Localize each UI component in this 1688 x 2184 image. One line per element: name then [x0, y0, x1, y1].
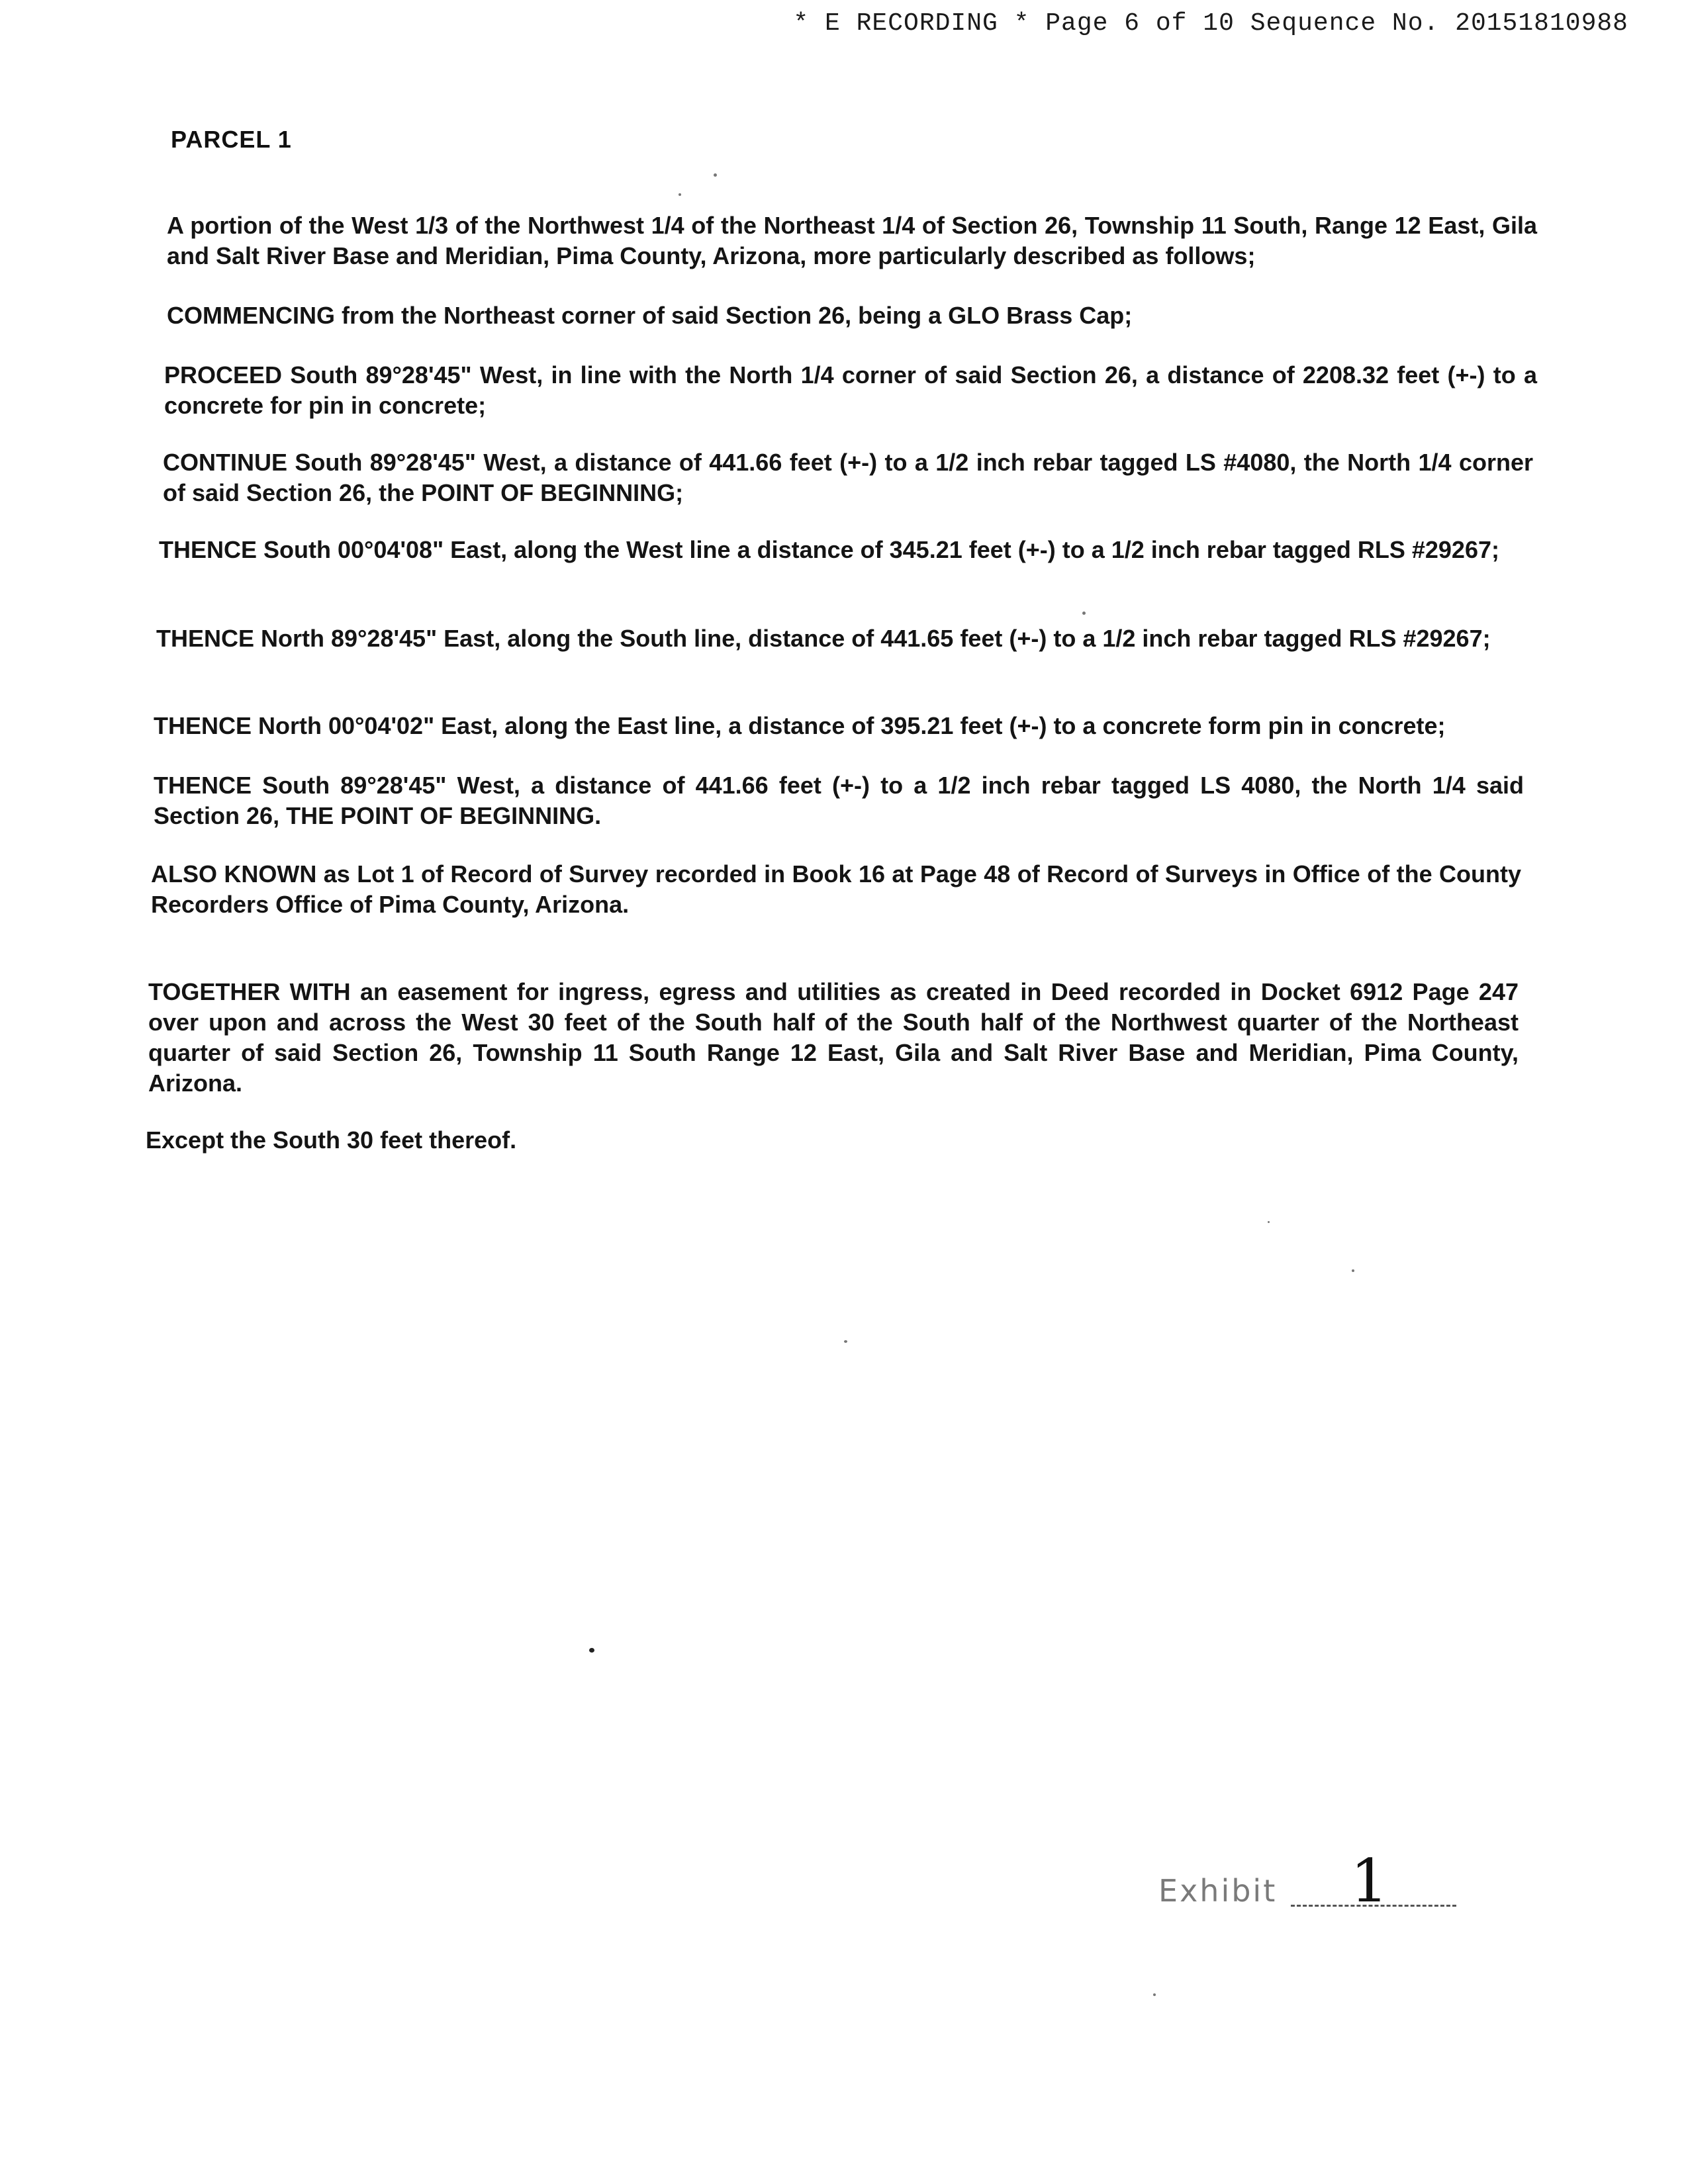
paragraph-thence-north-east-line: THENCE North 00°04'02" East, along the East line, a distance of 395.21 feet (+-) to a concrete form pin in concrete; — [154, 712, 1446, 739]
paragraph-continue: CONTINUE South 89°28'45" West, a distance of 441.66 feet (+-) to a 1/2 inch rebar tagged LS #4080, the North 1/4 corner of said Section 26, the POINT OF BEGINNING; — [163, 449, 1533, 506]
paragraph-proceed: PROCEED South 89°28'45" West, in line with the North 1/4 corner of said Section 26, a distance of 2208.32 feet (+-) to a concrete for pin in concrete; — [164, 361, 1537, 419]
scan-speck — [1082, 612, 1086, 615]
scan-speck — [844, 1340, 847, 1343]
scan-speck — [1153, 1993, 1156, 1996]
scan-speck — [714, 173, 717, 177]
recording-header: * E RECORDING * Page 6 of 10 Sequence No. 20151810988 — [793, 9, 1628, 38]
parcel-title: PARCEL 1 — [171, 126, 292, 153]
scan-speck — [1268, 1221, 1270, 1223]
paragraph-together-with: TOGETHER WITH an easement for ingress, egress and utilities as created in Deed recorded in Docket 6912 Page 247 over upon and across the West 30 feet of the South half of the South half of the Northwest quarter of the Northeast quarter of said Section 26, Township 11 South Range 12 East, Gila and Salt River Base and Meridian, Pima County, Arizona. — [148, 978, 1519, 1097]
scan-speck — [1352, 1269, 1354, 1272]
scan-speck — [589, 1648, 594, 1653]
paragraph-thence-south-west: THENCE South 89°28'45" West, a distance of 441.66 feet (+-) to a 1/2 inch rebar tagged LS 4080, the North 1/4 said Section 26, THE POINT OF BEGINNING. — [154, 772, 1524, 829]
paragraph-except: Except the South 30 feet thereof. — [146, 1126, 517, 1154]
scan-speck — [679, 193, 681, 196]
exhibit-number: 1 — [1350, 1846, 1389, 1916]
paragraph-thence-south-west-line: THENCE South 00°04'08" East, along the West line a distance of 345.21 feet (+-) to a 1/2 inch rebar tagged RLS #29267; — [159, 536, 1499, 563]
paragraph-commencing: COMMENCING from the Northeast corner of said Section 26, being a GLO Brass Cap; — [167, 302, 1133, 329]
paragraph-portion: A portion of the West 1/3 of the Northwest 1/4 of the Northeast 1/4 of Section 26, Township 11 South, Range 12 East, Gila and Salt River Base and Meridian, Pima County, Arizona, more particularly described as follows; — [167, 212, 1537, 269]
exhibit-label: Exhibit — [1158, 1873, 1278, 1909]
paragraph-also-known: ALSO KNOWN as Lot 1 of Record of Survey recorded in Book 16 at Page 48 of Record of Surveys in Office of the County Recorders Office of Pima County, Arizona. — [151, 860, 1521, 918]
paragraph-thence-north-south-line: THENCE North 89°28'45" East, along the South line, distance of 441.65 feet (+-) to a 1/2 inch rebar tagged RLS #29267; — [156, 625, 1491, 652]
